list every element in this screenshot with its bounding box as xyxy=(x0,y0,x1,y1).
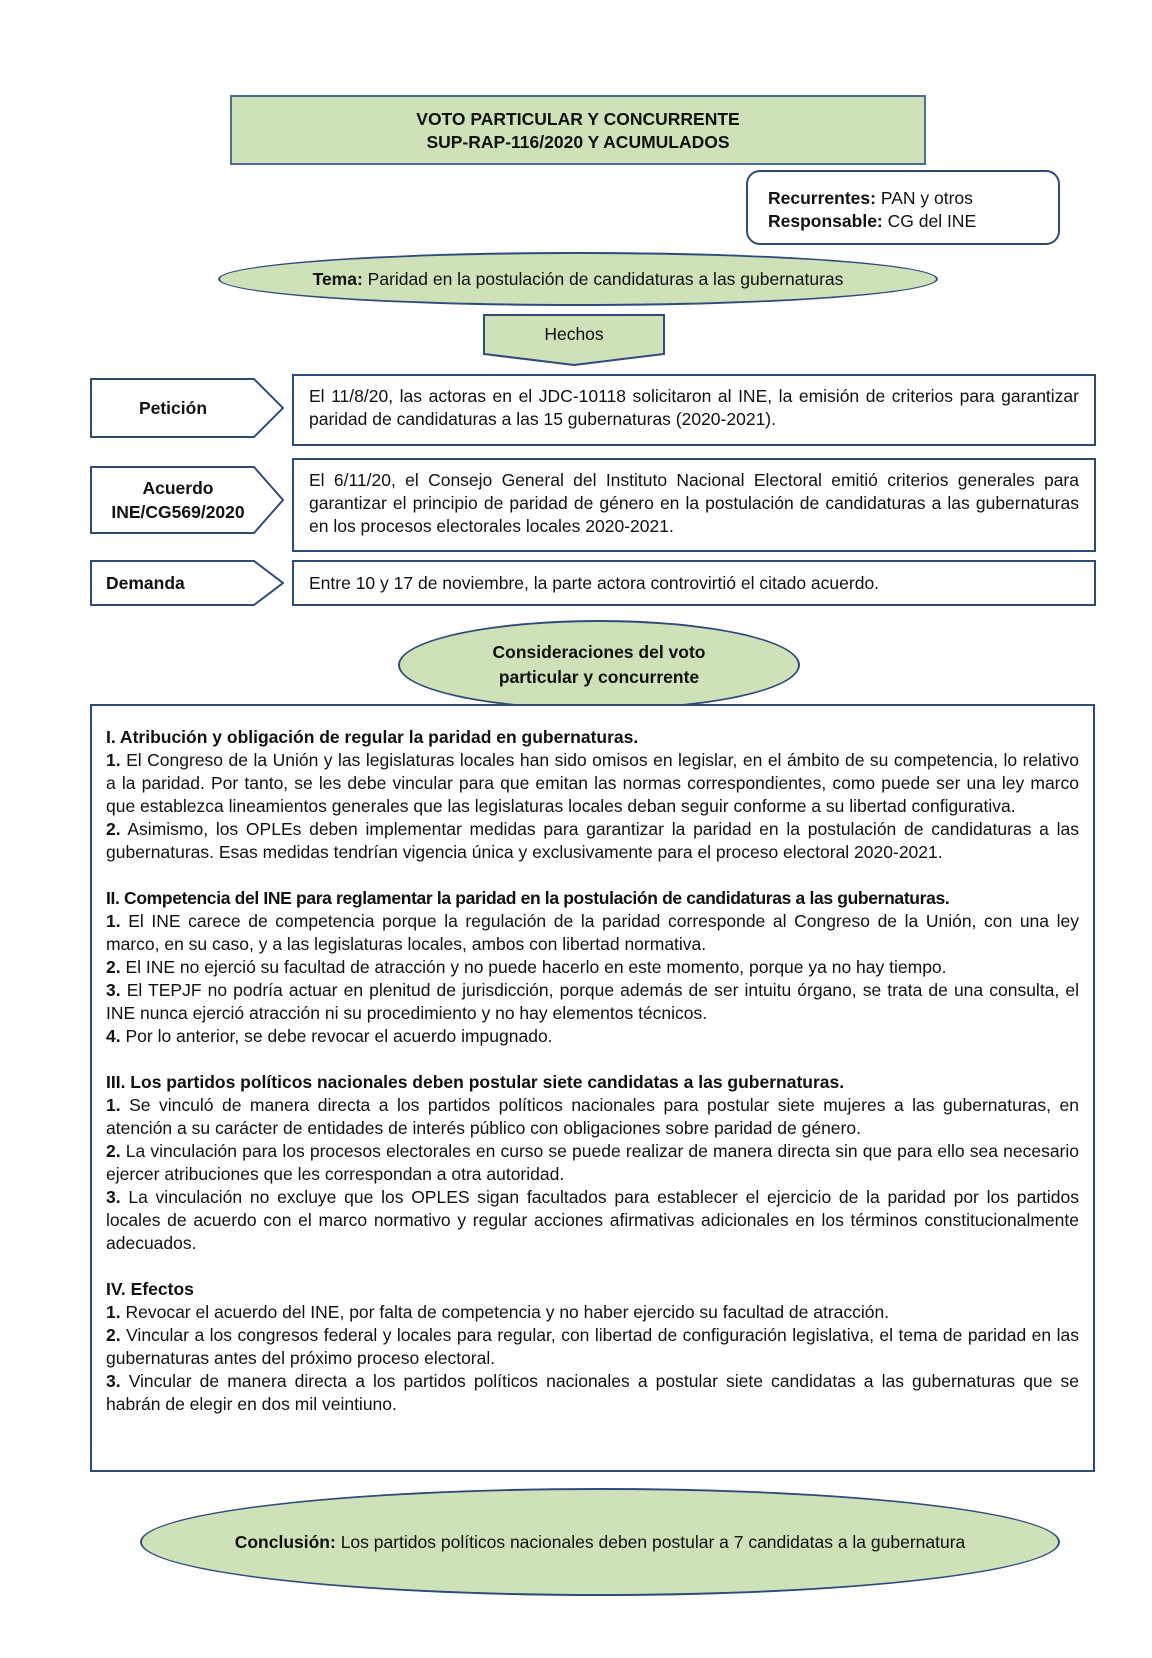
fact-tag-label: Petición xyxy=(138,398,208,418)
topic-value: Paridad en la postulación de candidaturas a las gubernaturas xyxy=(362,268,844,289)
item-text: El INE carece de competencia porque la regulación de la paridad corresponde al Congreso de la Unión, con una ley marco, en su caso, y a las legislaturas locales, ambos con libertad normativa. xyxy=(106,911,1079,954)
item-text: Asimismo, los OPLEs deben implementar medidas para garantizar la paridad en la postulación de candidaturas a las gubernaturas. Esas medidas tendrían vigencia única y exclusivamente para el proceso electoral 2020-2021. xyxy=(106,819,1079,862)
conclusion-ellipse xyxy=(140,1488,1060,1596)
item-text: La vinculación no excluye que los OPLES sigan facultados para establecer el ejercicio de la paridad por los partidos locales de acuerdo con el marco normativo y regular acciones afirmativas adicionales en los términos constitucionalmente adecuados. xyxy=(106,1187,1079,1253)
section-iii xyxy=(106,1071,1079,1255)
conclusion-value: Los partidos políticos nacionales deben postular a 7 candidatas a la gubernatura xyxy=(335,1531,966,1552)
item-text: Por lo anterior, se debe revocar el acuerdo impugnado. xyxy=(120,1026,553,1046)
responsable-value: CG del INE xyxy=(882,211,977,231)
fact-description-demanda: Entre 10 y 17 de noviembre, la parte actora controvirtió el citado acuerdo. xyxy=(292,560,1096,606)
item-text: El Congreso de la Unión y las legislaturas locales han sido omisos en legislar, en el ámbito de su competencia, lo relativo a la paridad. Por tanto, se les debe vincular para que emitan las normas correspondientes, como puede ser una ley marco que establezca lineamientos generales que las legislaturas locales deban seguir conforme a su libertad configurativa. xyxy=(106,750,1079,816)
item-number: 3. xyxy=(106,1371,121,1391)
section-item xyxy=(106,1186,1079,1255)
section-heading: IV. Efectos xyxy=(106,1279,194,1299)
section-item xyxy=(106,1140,1079,1186)
section-item xyxy=(106,1301,1079,1324)
topic-ellipse xyxy=(218,252,938,306)
section-i xyxy=(106,726,1079,864)
section-item xyxy=(106,818,1079,864)
section-item xyxy=(106,1094,1079,1140)
topic-label: Tema: xyxy=(312,268,363,289)
section-ii xyxy=(106,887,1079,1048)
item-number: 1. xyxy=(106,1095,121,1115)
fact-description-acuerdo: El 6/11/20, el Consejo General del Instituto Nacional Electoral emitió criterios generales para garantizar el principio de paridad de género en la postulación de candidaturas a las gubernaturas en los procesos electorales locales 2020-2021. xyxy=(292,458,1096,552)
facts-header-label: Hechos xyxy=(544,324,604,344)
section-item xyxy=(106,979,1079,1025)
section-item xyxy=(106,1324,1079,1370)
considerations-text xyxy=(493,640,706,690)
conclusion-text xyxy=(235,1530,966,1555)
topic-text xyxy=(313,269,844,290)
item-number: 2. xyxy=(106,1141,121,1161)
item-text: El TEPJF no podría actuar en plenitud de jurisdicción, porque además de ser intuitu órgano, se trata de una consulta, el INE nunca ejerció atracción ni su procedimiento y no hay elementos técnicos. xyxy=(106,980,1079,1023)
item-number: 1. xyxy=(106,911,121,931)
recurrentes-value: PAN y otros xyxy=(875,188,973,208)
recurrentes-label: Recurrentes: xyxy=(768,188,876,208)
item-number: 3. xyxy=(106,1187,121,1207)
considerations-line-1: Consideraciones del voto xyxy=(492,642,706,662)
item-number: 2. xyxy=(106,819,121,839)
section-heading: II. Competencia del INE para reglamentar la paridad en la postulación de candidaturas a las gubernaturas. xyxy=(106,888,950,908)
item-text: Revocar el acuerdo del INE, por falta de competencia y no haber ejercido su facultad de atracción. xyxy=(120,1302,890,1322)
fact-tag-acuerdo xyxy=(90,466,284,534)
item-text: Vincular de manera directa a los partidos políticos nacionales a postular siete candidatas a las gubernaturas que se habrán de elegir en dos mil veintiuno. xyxy=(106,1371,1079,1414)
section-iv xyxy=(106,1278,1079,1416)
considerations-ellipse xyxy=(398,620,800,710)
fact-tag-label: Demanda xyxy=(106,573,185,593)
fact-tag-peticion xyxy=(90,378,284,438)
responsable-label: Responsable: xyxy=(768,211,883,231)
item-text: El INE no ejerció su facultad de atracción y no puede hacerlo en este momento, porque ya no hay tiempo. xyxy=(120,957,947,977)
considerations-line-2: particular y concurrente xyxy=(498,667,700,687)
item-number: 4. xyxy=(106,1026,121,1046)
item-number: 2. xyxy=(106,957,121,977)
item-number: 1. xyxy=(106,750,121,770)
item-number: 2. xyxy=(106,1325,121,1345)
responsable-row xyxy=(768,210,1058,233)
item-number: 3. xyxy=(106,980,121,1000)
section-heading: I. Atribución y obligación de regular la paridad en gubernaturas. xyxy=(106,727,639,747)
title-line-1: VOTO PARTICULAR Y CONCURRENTE xyxy=(416,109,740,129)
fact-tag-line-1: Acuerdo xyxy=(142,478,214,498)
fact-tag-demanda xyxy=(90,560,284,606)
title-line-2: SUP-RAP-116/2020 Y ACUMULADOS xyxy=(426,132,730,152)
item-text: La vinculación para los procesos electorales en curso se puede realizar de manera directa sin que para ello sea necesario ejercer atribuciones que les correspondan a otra autoridad. xyxy=(106,1141,1079,1184)
conclusion-label: Conclusión: xyxy=(234,1531,336,1552)
item-text: Vincular a los congresos federal y locales para regular, con libertad de configuración legislativa, el tema de paridad en las gubernaturas antes del próximo proceso electoral. xyxy=(106,1325,1079,1368)
section-item xyxy=(106,749,1079,818)
recurrentes-row xyxy=(768,187,1058,210)
facts-header xyxy=(483,314,665,366)
item-text: Se vinculó de manera directa a los partidos políticos nacionales para postular siete mujeres a las gubernaturas, en atención a su carácter de entidades de interés público con obligaciones sobre paridad de género. xyxy=(106,1095,1079,1138)
section-item xyxy=(106,956,1079,979)
section-item xyxy=(106,910,1079,956)
section-item xyxy=(106,1370,1079,1416)
item-number: 1. xyxy=(106,1302,121,1322)
fact-tag-label xyxy=(90,476,266,524)
considerations-box xyxy=(90,704,1095,1472)
section-item xyxy=(106,1025,1079,1048)
fact-description-peticion: El 11/8/20, las actoras en el JDC-10118 solicitaron al INE, la emisión de criterios para garantizar paridad de candidaturas a las 15 gubernaturas (2020-2021). xyxy=(292,374,1096,446)
parties-box xyxy=(746,170,1060,245)
fact-tag-line-2: INE/CG569/2020 xyxy=(111,502,245,522)
document-title xyxy=(230,95,926,165)
section-heading: III. Los partidos políticos nacionales deben postular siete candidatas a las gubernaturas. xyxy=(106,1072,845,1092)
